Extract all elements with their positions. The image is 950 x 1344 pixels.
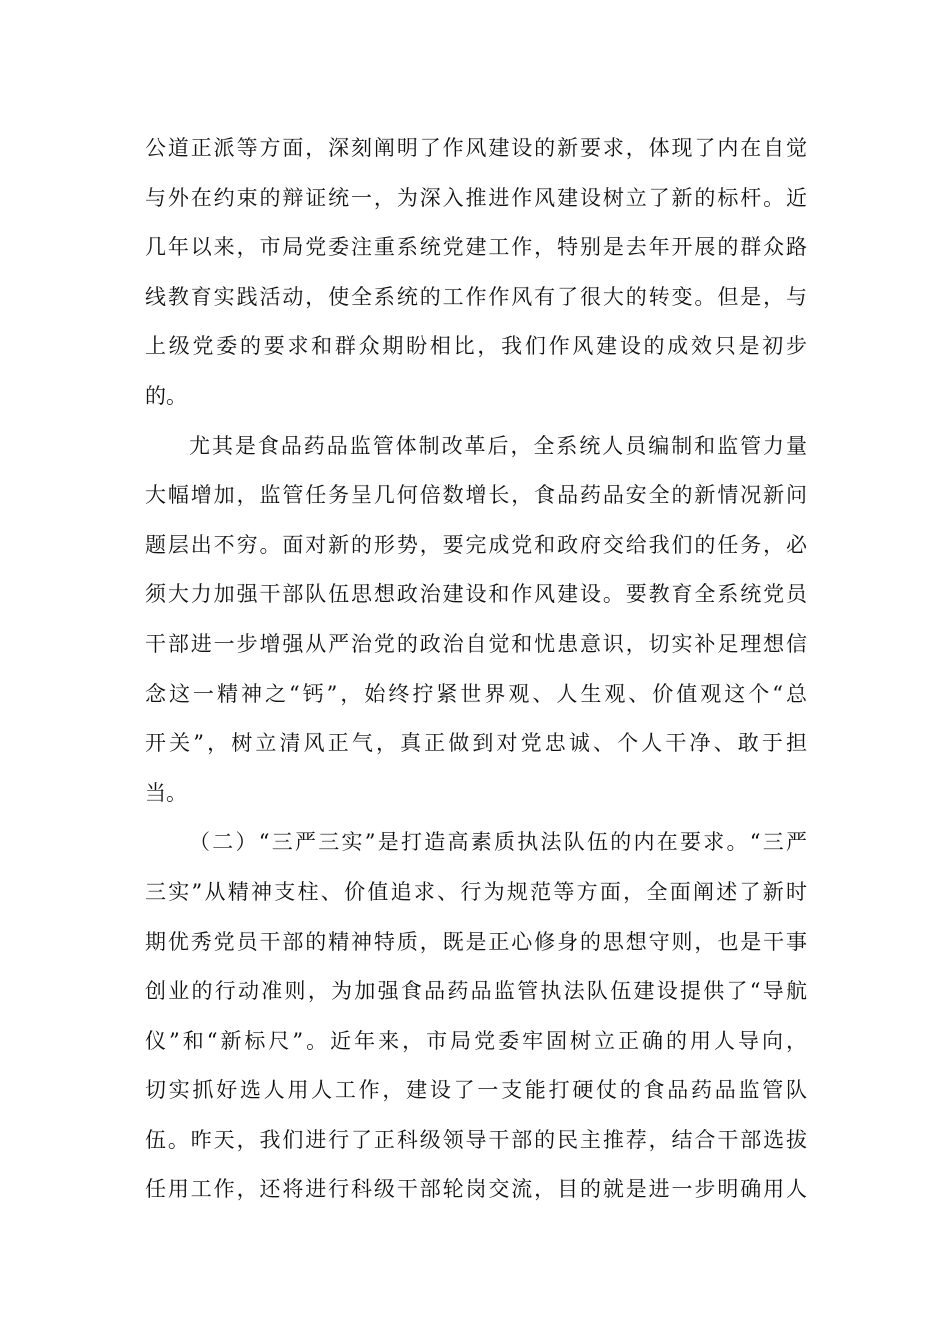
text-line: 与外在约束的辩证统一，为深入推进作风建设树立了新的标杆。近 <box>145 185 807 210</box>
text-line: 的。 <box>145 383 187 408</box>
text-line: 干部进一步增强从严治党的政治自觉和忧患意识，切实补足理想信 <box>145 631 807 656</box>
text-line: 须大力加强干部队伍思想政治建设和作风建设。要教育全系统党员 <box>145 582 807 607</box>
text-line: 当。 <box>145 780 187 805</box>
text-line: 开关”，树立清风正气，真正做到对党忠诚、个人干净、敢于担 <box>145 731 807 756</box>
text-line: 线教育实践活动，使全系统的工作作风有了很大的转变。但是，与 <box>145 284 807 309</box>
text-line: 公道正派等方面，深刻阐明了作风建设的新要求，体现了内在自觉 <box>145 136 807 160</box>
document-body <box>145 124 807 1215</box>
text-line: 大幅增加，监管任务呈几何倍数增长，食品药品安全的新情况新问 <box>145 483 807 508</box>
paragraph <box>145 818 807 1215</box>
text-line: 上级党委的要求和群众期盼相比，我们作风建设的成效只是初步 <box>145 334 807 359</box>
text-line: 题层出不穷。面对新的形势，要完成党和政府交给我们的任务，必 <box>145 532 807 557</box>
text-line: 仪”和“新标尺”。近年来，市局党委牢固树立正确的用人导向， <box>145 1028 807 1053</box>
text-line: 创业的行动准则，为加强食品药品监管执法队伍建设提供了“导航 <box>145 979 807 1004</box>
paragraph <box>145 422 807 819</box>
text-line: 伍。昨天，我们进行了正科级领导干部的民主推荐，结合干部选拔 <box>145 1127 807 1152</box>
text-line: 期优秀党员干部的精神特质，既是正心修身的思想守则，也是干事 <box>145 929 807 954</box>
paragraph <box>145 124 807 422</box>
text-line: 切实抓好选人用人工作，建设了一支能打硬仗的食品药品监管队 <box>145 1078 807 1103</box>
text-line: 几年以来，市局党委注重系统党建工作，特别是去年开展的群众路 <box>145 235 807 260</box>
text-line: 任用工作，还将进行科级干部轮岗交流，目的就是进一步明确用人 <box>145 1177 807 1202</box>
text-line: 三实”从精神支柱、价值追求、行为规范等方面，全面阐述了新时 <box>145 879 807 904</box>
text-line: 尤其是食品药品监管体制改革后，全系统人员编制和监管力量 <box>189 433 807 458</box>
text-line: 念这一精神之“钙”，始终拧紧世界观、人生观、价值观这个“总 <box>145 681 807 706</box>
text-line: （二）“三严三实”是打造高素质执法队伍的内在要求。“三严 <box>189 830 807 855</box>
